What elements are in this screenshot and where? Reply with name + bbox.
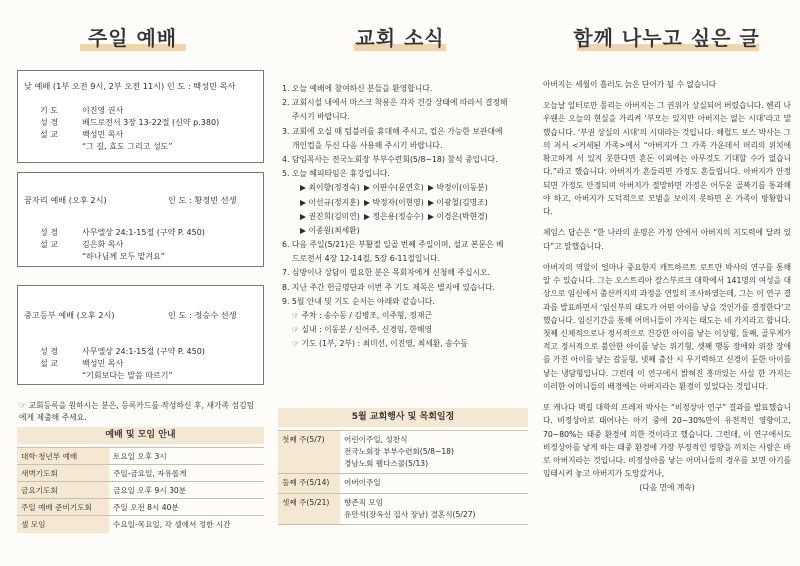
news-item: 6. 다음 주일(5/21)은 부활절 일곱 번째 주일이며, 설교 본문은 베 — [282, 240, 504, 250]
sermon-title: “그 길, 효도 그리고 성도” — [82, 142, 173, 151]
kids-service-box — [17, 172, 264, 267]
kids-sermon-row: 설 교 김은화 목사 — [40, 240, 124, 249]
essay-paragraph: 체임스 답슨은 “한 나라의 운명은 가정 안에서 아버지의 지도력에 달려 있다”고 말했습니다. — [543, 228, 791, 251]
kids-service-title: 꿈자리 예배 (오후 2시) — [24, 195, 107, 205]
list-item: ▶ 권진희(김미연) — [300, 211, 360, 221]
youth-sermon-row: 설 교 백성민 목사 — [40, 359, 124, 368]
news-item: ☞ 실내 : 이동분 / 신어주, 신경임, 한해영 — [292, 325, 432, 335]
list-item: ▶ 이경은(박현경) — [428, 211, 488, 221]
news-item: 주시기 바랍니다. — [292, 112, 350, 122]
prayer-row: 기 도 이진영 권사 — [40, 106, 124, 115]
essay-paragraph: 또 캐나다 맥길 대학의 프레저 박사는 “비정상아 연구” 결과를 발표했습니다. 비정상아로 태어나는 아기 중에 20~30%만이 유전적인 영향이고, 70~80%는 태중 환경에 의한 것이라고 했습니다. 그런데, 이 연구에서도 비정상아를 낳게 하는 태중 환경에 가장 부정적인 영향을 끼치는 사람은 바로 아버지라는 것입니다. 비정상아를 낳는 어머니들의 경우를 보면 아기를 임태시켜 놓고 아버지가 도망갔거나, — [543, 403, 791, 479]
news-list — [282, 82, 526, 352]
news-heading: 교회 소식 — [355, 26, 445, 50]
schedule-title: 예배 및 모임 안내 — [17, 427, 264, 444]
events-table — [278, 430, 528, 525]
youth-service-box — [17, 285, 264, 385]
list-item: ▶ 박정자(이현영) — [364, 197, 424, 207]
list-item: ▶ 이종원(최세환) — [300, 225, 360, 235]
youth-service-title: 중고등부 예배 (오후 2시) — [24, 310, 115, 320]
list-item: ▶ 정은용(정승수) — [364, 211, 424, 221]
worship-heading: 주일 예배 — [87, 26, 178, 50]
kids-sermon-title: “하나님께 모두 맡겨요” — [82, 252, 165, 261]
schedule-table — [17, 447, 264, 533]
news-item: 2. 교회시설 내에서 마스크 착용은 각자 건강 상태에 따라서 결정해 — [282, 98, 508, 108]
news-item: 1. 오늘 예배에 참여하신 분들을 환영합니다. — [282, 84, 433, 93]
scripture-row: 성 경 베드로전서 3장 13-22절 (신약 p.380) — [40, 118, 220, 127]
list-item: ▶ 이판수(문연호) — [364, 183, 424, 193]
column-worship — [0, 0, 265, 566]
table-row: 대학·청년부 예배 토요일 오후 3시 — [17, 448, 264, 465]
table-row: 셋째 주(5/21) 향존직 모임 유만석(장옥선 집사 장남) 결혼식(5/27) — [278, 493, 528, 524]
youth-sermon-title: “기회보다는 말씀 따르기” — [82, 371, 173, 380]
main-service-box — [17, 70, 264, 163]
table-row: 둘째 주(5/14) 어버이주일 — [278, 474, 528, 493]
list-item: ▶ 최이향(정경숙) — [300, 183, 360, 193]
essay-heading: 함께 나누고 싶은 글 — [573, 26, 760, 50]
news-item: 드로전서 4장 12-14절, 5장 6-11절입니다. — [292, 254, 440, 264]
list-item: ▶ 이광철(김명조) — [428, 197, 488, 207]
kids-service-leader: 인 도 : 황정빈 선생 — [168, 195, 237, 205]
names-grid — [282, 181, 526, 238]
news-item: ☞ 주차 : 송수동 / 김병조, 이주형, 정재근 — [292, 311, 432, 320]
news-item: 3. 교회에 오실 때 텀블러를 휴대해 주시고, 컵은 가능한 보관대에 — [282, 126, 503, 136]
kids-scripture-row: 성 경 사무엘상 24:1-15절 (구약 P. 450) — [40, 228, 205, 237]
youth-scripture-row: 성 경 사무엘상 24:1-15절 (구약 P. 450) — [40, 347, 205, 356]
sermon-row: 설 교 백성민 목사 — [40, 130, 124, 139]
essay-paragraph: 아버지의 역할이 얼마나 중요한지 캐트하르트 로트만 박사의 연구를 통해 알 수 있습니다. 그는 오스트리아 잘스부르크 대학에서 141명의 여성을 대상으로 임신에서 출산까지의 과정을 연밀히 조사하였는데, 그는 이 연구 결과를 발표하면서 ‘임신부의 태도가 어떤 아이를 낳을 것인가를 결정한다’고 했습니다. 임신기간을 통해 어머니들이 가지는 태도는 네 가지라고 합니다. 첫째 신체적으로나 정서적으로 건강한 아이를 낳는 이상형, 둘째, 골무게가 적고 정서적으로 불안한 아이를 낳는 위기형, 셋째 행동 장애와 위장 장애를 가진 아이를 낳는 갈등형, 넷째 출산 시 무기력하고 신경이 둔한 아이를 낳는 냉담형입니다. 그런데 이 연구에서 밝혀진 흥미있는 사실 한 가지는 이러한 어머니들의 배경에는 아버지라는 환경이 있었다는 것입니다. — [543, 262, 791, 391]
news-item: 8. 지난 주간 헌금명단과 이번 주 기도 제목은 별지에 있습니다. — [282, 282, 495, 292]
table-row: 셀 모임 수요일-목요일, 각 셀에서 정한 시간 — [17, 516, 264, 533]
list-item: ▶ 박정이(이동분) — [428, 183, 488, 193]
essay-paragraph: 오늘날 일터로만 몰리는 아버지는 그 권위가 상실되어 버렸습니다. 헨리 나우웬은 오늘의 현실을 가리켜 ‘부모는 있지만 아버지는 없는 시대’라고 말했습니다. ‘부권 상실의 시대’의 시대라는 것입니다. 해럴드 보스 박사는 그의 저서 <거세된 가족>에서 “아버지가 그 가족 가운데서 머리의 위치에 확고하게 서 있지 못한다면 혼돈 이외에는 아무것도 기대할 수가 없습니다.”라고 했습니다. 아버지가 흔들리면 가정도 흔들립니다. 아버지가 안정되면 가정도 안정되며 아버지가 절망하면 가정은 어두운 골짜기를 통과해야 하고, 아버지가 도덕적으로 모범을 보이지 못하면 온 가족이 방황합니다. — [543, 101, 791, 217]
list-item: ▶ 이선규(정지훈) — [300, 197, 360, 207]
main-service-title: 낮 예배 (1부 오전 9시, 2부 오전 11시) 인 도 : 백성민 목사 — [24, 81, 236, 91]
youth-service-leader: 인 도 : 정승수 선생 — [168, 310, 237, 320]
table-row: 첫째 주(5/7) 어린이주일, 성찬식 전국노회장 부부수련회(5/8~18) 경남노회 웰다스콜(5/13) — [278, 431, 528, 474]
column-essay — [533, 0, 800, 566]
table-row: 주일 예배 준비기도회 주일 오전 8시 40분 — [17, 499, 264, 516]
news-item: 4. 담임목사는 전국노회장 부부수련회(5/8~18) 참석 중입니다. — [282, 154, 498, 164]
continued-note: (다음 면에 계속) — [639, 482, 695, 492]
news-item: 9. 5월 안내 및 기도 순서는 아래와 같습니다. — [282, 296, 435, 306]
column-news — [272, 0, 528, 566]
news-item: 7. 심방이나 상담이 필요한 분은 목회자에게 신청해 주십시오. — [282, 268, 491, 278]
news-item: 개인컵을 두신 다음 사용해 주시기 바랍니다. — [292, 140, 443, 150]
registration-note: ☞ 교회등록을 원하시는 분은, 등록카드를 작성하신 후, 새가족 섬김팀에게 제출해 주세요. — [19, 401, 255, 423]
events-title: 5월 교회행사 및 목회일정 — [278, 408, 528, 427]
essay-body — [543, 78, 791, 494]
essay-intro: 아버지는 세월이 흘러도 늙은 단어가 될 수 없습니다 — [543, 80, 717, 89]
table-row: 새벽기도회 주일-금요일, 자유롭게 — [17, 465, 264, 482]
news-item: 5. 오늘 헤피타임은 휴강입니다. — [282, 169, 390, 179]
table-row: 금요기도회 금요일 오후 9시 30분 — [17, 482, 264, 499]
news-item: ☞ 기도 (1부, 2부) : 최미선, 이진영, 최세환, 송수동 — [292, 339, 468, 349]
